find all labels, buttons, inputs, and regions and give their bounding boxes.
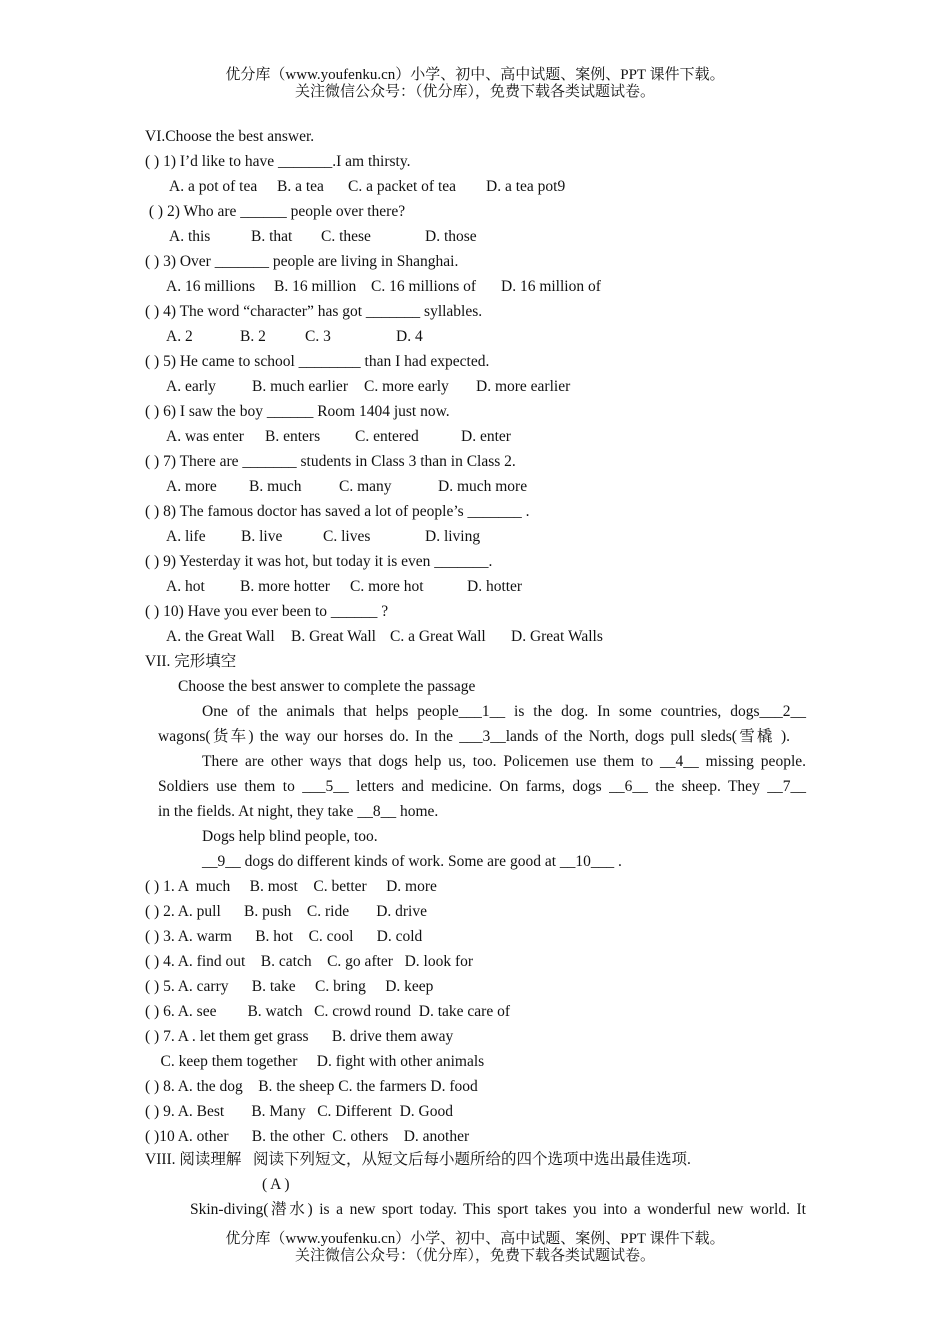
- q6-1-option-c: C. a packet of tea: [348, 178, 457, 195]
- q6-6-option-d: D. enter: [461, 428, 511, 445]
- cloze-question-9: ( ) 9. A. Best B. Many C. Different D. Good: [145, 1103, 453, 1120]
- q6-10-stem: ( ) 10) Have you ever been to ______ ?: [145, 603, 389, 620]
- q6-9-option-c: C. more hot: [350, 578, 424, 595]
- q6-1-stem: ( ) 1) I’d like to have _______.I am thirsty.: [145, 153, 411, 170]
- q6-5-option-b: B. much earlier: [252, 378, 348, 395]
- cloze-question-7-cont: C. keep them together D. fight with other animals: [145, 1053, 485, 1070]
- cloze-question-3: ( ) 3. A. warm B. hot C. cool D. cold: [145, 928, 423, 945]
- cloze-question-8: ( ) 8. A. the dog B. the sheep C. the farmers D. food: [145, 1078, 478, 1095]
- q6-2-option-d: D. those: [425, 228, 477, 245]
- cloze-question-10: ( )10 A. other B. the other C. others D. another: [145, 1128, 470, 1145]
- cloze-question-7: ( ) 7. A . let them get grass B. drive them away: [145, 1028, 454, 1045]
- passage-line-5: in the fields. At night, they take __8__ home.: [158, 803, 439, 820]
- passage-line-2: wagons(货车) the way our horses do. In the ___3__lands of the North, dogs pull sleds(雪橇 ).: [158, 728, 790, 745]
- cloze-question-2: ( ) 2. A. pull B. push C. ride D. drive: [145, 903, 427, 920]
- reading-first-line: Skin-diving(潜水) is a new sport today. This sport takes you into a wonderful new world. It: [190, 1201, 806, 1218]
- q6-5-stem: ( ) 5) He came to school ________ than I had expected.: [145, 353, 490, 370]
- q6-4-option-b: B. 2: [240, 328, 266, 345]
- q6-2-option-c: C. these: [321, 228, 371, 245]
- q6-10-option-b: B. Great Wall: [291, 628, 376, 645]
- header-line-2: 关注微信公众号：（优分库），免费下载各类试题试卷。: [294, 84, 655, 100]
- q6-8-option-c: C. lives: [323, 528, 371, 545]
- q6-4-stem: ( ) 4) The word “character” has got _______ syllables.: [145, 303, 483, 320]
- q6-7-option-b: B. much: [249, 478, 302, 495]
- cloze-question-1: ( ) 1. A much B. most C. better D. more: [145, 878, 437, 895]
- q6-8-option-d: D. living: [425, 528, 481, 545]
- q6-3-stem: ( ) 3) Over _______ people are living in Shanghai.: [145, 253, 459, 270]
- q6-8-stem: ( ) 8) The famous doctor has saved a lot of people’s _______ .: [145, 503, 530, 520]
- q6-6-stem: ( ) 6) I saw the boy ______ Room 1404 just now.: [145, 403, 450, 420]
- q6-2-option-a: A. this: [169, 228, 211, 245]
- page-footer: [0, 1231, 950, 1265]
- passage-line-6: Dogs help blind people, too.: [202, 828, 378, 845]
- q6-2-stem: ( ) 2) Who are ______ people over there?: [145, 203, 406, 220]
- q6-7-option-d: D. much more: [438, 478, 528, 495]
- q6-8-option-a: A. life: [166, 528, 206, 545]
- q6-10-option-d: D. Great Walls: [511, 628, 603, 645]
- q6-6-option-b: B. enters: [265, 428, 321, 445]
- q6-7-option-c: C. many: [339, 478, 392, 495]
- page-header: [0, 67, 950, 101]
- q6-6-option-c: C. entered: [355, 428, 419, 445]
- section-8-title: VIII. 阅读理解 阅读下列短文，从短文后每小题所给的四个选项中选出最佳选项.: [145, 1151, 691, 1168]
- q6-4-option-a: A. 2: [166, 328, 193, 345]
- passage-line-3: There are other ways that dogs help us, too. Policemen use them to __4__ missing people.: [202, 753, 806, 770]
- q6-2-option-b: B. that: [251, 228, 293, 245]
- q6-9-option-b: B. more hotter: [240, 578, 330, 595]
- q6-1-option-d: D. a tea pot9: [486, 178, 566, 195]
- passage-a-label: ( A ): [262, 1176, 290, 1193]
- q6-10-option-a: A. the Great Wall: [166, 628, 275, 645]
- q6-5-option-c: C. more early: [364, 378, 449, 395]
- section-7-title: VII. 完形填空: [145, 653, 237, 670]
- q6-8-option-b: B. live: [241, 528, 283, 545]
- q6-4-option-d: D. 4: [396, 328, 423, 345]
- q6-7-stem: ( ) 7) There are _______ students in Class 3 than in Class 2.: [145, 453, 516, 470]
- q6-9-option-a: A. hot: [166, 578, 205, 595]
- footer-line-1: 优分库（www.youfenku.cn）小学、初中、高中试题、案例、PPT 课件下载。: [225, 1231, 725, 1247]
- cloze-question-4: ( ) 4. A. find out B. catch C. go after D. look for: [145, 953, 474, 970]
- q6-9-stem: ( ) 9) Yesterday it was hot, but today it is even _______.: [145, 553, 493, 570]
- passage-line-1: One of the animals that helps people___1__ is the dog. In some countries, dogs___2__: [202, 703, 806, 720]
- passage-line-7: __9__ dogs do different kinds of work. Some are good at __10___ .: [202, 853, 622, 870]
- section-6-title: VI.Choose the best answer.: [145, 128, 315, 145]
- q6-5-option-a: A. early: [166, 378, 216, 395]
- q6-3-option-c: C. 16 millions of: [371, 278, 477, 295]
- q6-10-option-c: C. a Great Wall: [390, 628, 486, 645]
- q6-4-option-c: C. 3: [305, 328, 331, 345]
- header-line-1: 优分库（www.youfenku.cn）小学、初中、高中试题、案例、PPT 课件下载。: [225, 67, 725, 83]
- q6-6-option-a: A. was enter: [166, 428, 244, 445]
- passage-line-4: Soldiers use them to ___5__ letters and medicine. On farms, dogs __6__ the sheep. They __7__: [158, 778, 806, 795]
- q6-5-option-d: D. more earlier: [476, 378, 571, 395]
- q6-3-option-d: D. 16 million of: [501, 278, 601, 295]
- q6-3-option-a: A. 16 millions: [166, 278, 256, 295]
- q6-9-option-d: D. hotter: [467, 578, 523, 595]
- cloze-question-6: ( ) 6. A. see B. watch C. crowd round D. take care of: [145, 1003, 511, 1020]
- q6-1-option-a: A. a pot of tea: [169, 178, 258, 195]
- q6-1-option-b: B. a tea: [277, 178, 324, 195]
- cloze-question-5: ( ) 5. A. carry B. take C. bring D. keep: [145, 978, 434, 995]
- q6-3-option-b: B. 16 million: [274, 278, 357, 295]
- section-7-instruction: Choose the best answer to complete the passage: [178, 678, 476, 695]
- footer-line-2: 关注微信公众号：（优分库），免费下载各类试题试卷。: [294, 1248, 655, 1264]
- q6-7-option-a: A. more: [166, 478, 217, 495]
